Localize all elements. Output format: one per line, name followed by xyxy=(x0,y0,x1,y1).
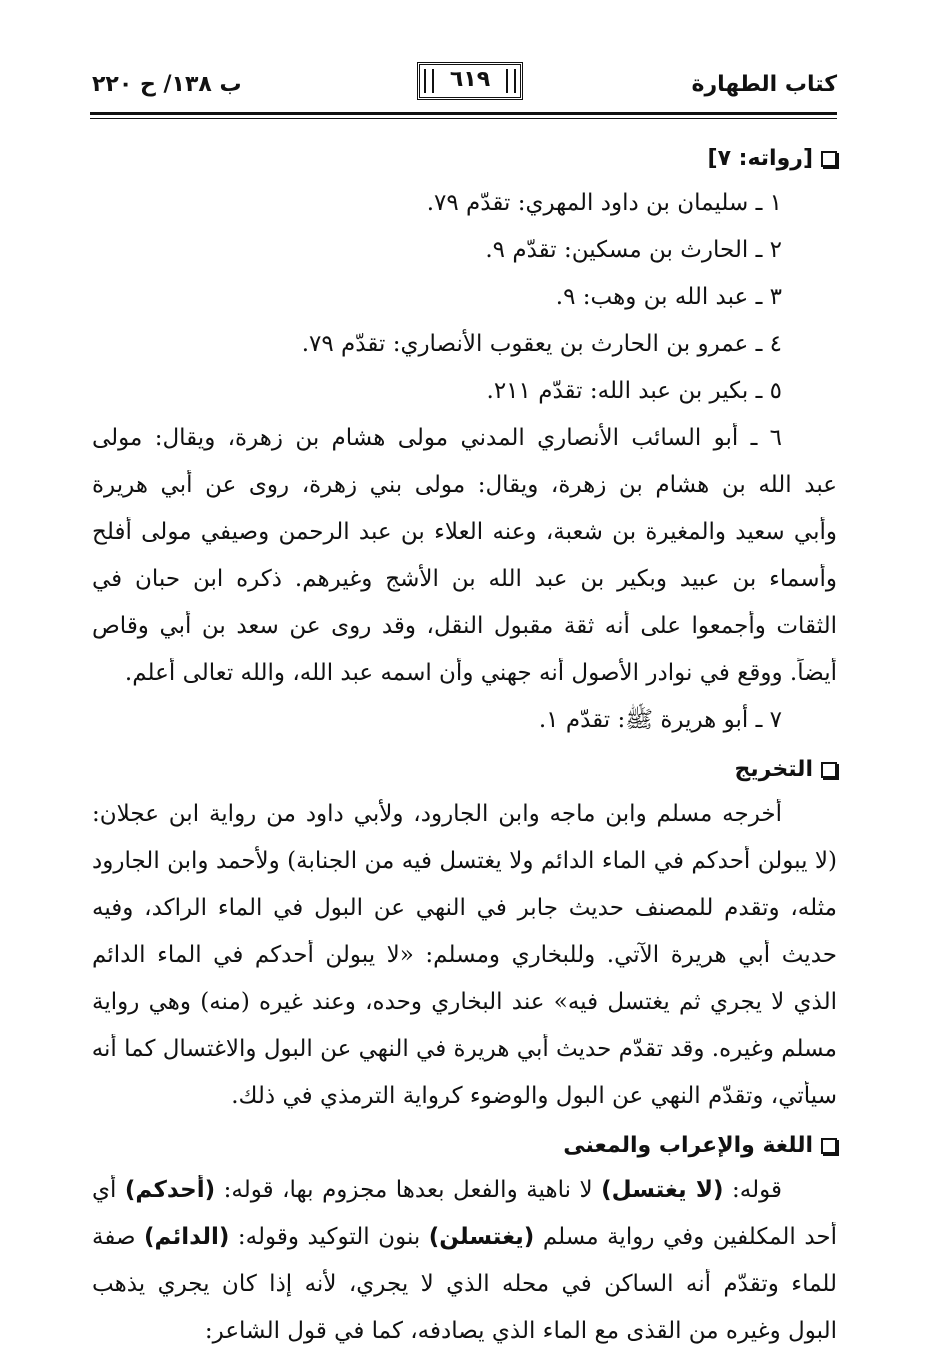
square-bullet-icon xyxy=(821,762,837,778)
narrator-line: ٢ ـ الحارث بن مسكين: تقدّم ٩. xyxy=(485,237,782,263)
takhrij-line: مسلم وغيره. وقد تقدّم حديث أبي هريرة في النهي عن البول والاغتسال كما أنه xyxy=(92,1036,837,1062)
takhrij-line: سيأتي، وتقدّم النهي عن البول والوضوء كرواية الترمذي في ذلك. xyxy=(231,1083,837,1109)
bold-term: (يغتسلن) xyxy=(428,1224,535,1250)
narrator-line: ٣ ـ عبد الله بن وهب: ٩. xyxy=(555,284,782,310)
takhrij-line: أخرجه مسلم وابن ماجه وابن الجارود، ولأبي داود من رواية ابن عجلان: xyxy=(92,801,782,827)
bold-term: (لا يغتسل) xyxy=(601,1177,724,1203)
lugha-line: البول وغيره من القذى مع الماء الذي يصادفه، كما في قول الشاعر: xyxy=(204,1318,837,1344)
narrator-line: ٤ ـ عمرو بن الحارث بن يعقوب الأنصاري: تقدّم ٧٩. xyxy=(301,331,782,357)
narrator-line: ٧ ـ أبو هريرة ﷺ: تقدّم ١. xyxy=(538,707,782,733)
narrator-line: الثقات وأجمعوا على أنه ثقة مقبول النقل، وقد روى عن سعد بن أبي وقاص xyxy=(92,613,837,639)
book-title: كتاب الطهارة xyxy=(691,72,837,97)
section-title: التخريج xyxy=(734,757,813,782)
takhrij-line: (لا يبولن أحدكم في الماء الدائم ولا يغتسل فيه من الجنابة) ولأحمد وابن الجارود xyxy=(92,848,837,874)
bold-term: (الدائم) xyxy=(144,1224,230,1250)
narrator-line: ٦ ـ أبو السائب الأنصاري المدني مولى هشام بن زهرة، ويقال: مولى xyxy=(92,425,782,451)
takhrij-line: حديث أبي هريرة الآتي. وللبخاري ومسلم: «لا يبولن أحدكم في الماء الدائم xyxy=(92,942,837,968)
narrator-line: وأسماء بن عبيد وبكير بن عبد الله بن الأشج وغيرهم. ذكره ابن حبان في xyxy=(92,566,837,592)
lugha-line: أحد المكلفين وفي رواية مسلم (يغتسلن) بنون التوكيد وقوله: (الدائم) صفة xyxy=(92,1224,837,1250)
page-number: ٦١٩ xyxy=(449,67,491,92)
takhrij-line: الذي لا يجري ثم يغتسل فيه» عند البخاري وحده، وعند غيره (منه) وهي رواية xyxy=(92,989,837,1015)
section-narrators-heading xyxy=(708,146,838,171)
narrator-line: عبد الله بن هشام بن زهرة، ويقال: مولى بني زهرة، روى عن أبي هريرة xyxy=(92,472,837,498)
bold-term: (أحدكم) xyxy=(124,1177,216,1203)
square-bullet-icon xyxy=(821,151,837,167)
header-rule-thin xyxy=(90,118,837,119)
narrator-line: أيضاً. ووقع في نوادر الأصول أنه جهني وأن اسمه عبد الله، والله تعالى أعلم. xyxy=(124,660,837,686)
header-rule-thick xyxy=(90,112,837,115)
chapter-reference: ب ١٣٨/ ح ٢٢٠ xyxy=(92,72,242,97)
section-takhrij-heading xyxy=(735,757,837,782)
page-number-box xyxy=(417,62,523,100)
narrator-line: وأبي سعيد والمغيرة بن شعبة، وعنه العلاء بن عبد الرحمن وصيفي مولى أفلح xyxy=(92,519,837,545)
lugha-line: قوله: (لا يغتسل) لا ناهية والفعل بعدها مجزوم بها، قوله: (أحدكم) أي xyxy=(92,1177,782,1203)
section-lugha-heading xyxy=(563,1133,837,1158)
square-bullet-icon xyxy=(821,1138,837,1154)
narrator-line: ٥ ـ بكير بن عبد الله: تقدّم ٢١١. xyxy=(486,378,782,404)
section-title: [رواته: ٧] xyxy=(707,146,813,171)
narrator-line: ١ ـ سليمان بن داود المهري: تقدّم ٧٩. xyxy=(426,190,782,216)
lugha-line: للماء وتقدّم أنه الساكن في محله الذي لا يجري، لأنه إذا كان يجري يذهب xyxy=(92,1271,837,1297)
takhrij-line: مثله، وتقدم للمصنف حديث جابر في النهي عن البول في الماء الراكد، وفيه xyxy=(92,895,837,921)
section-title: اللغة والإعراب والمعنى xyxy=(563,1133,813,1158)
